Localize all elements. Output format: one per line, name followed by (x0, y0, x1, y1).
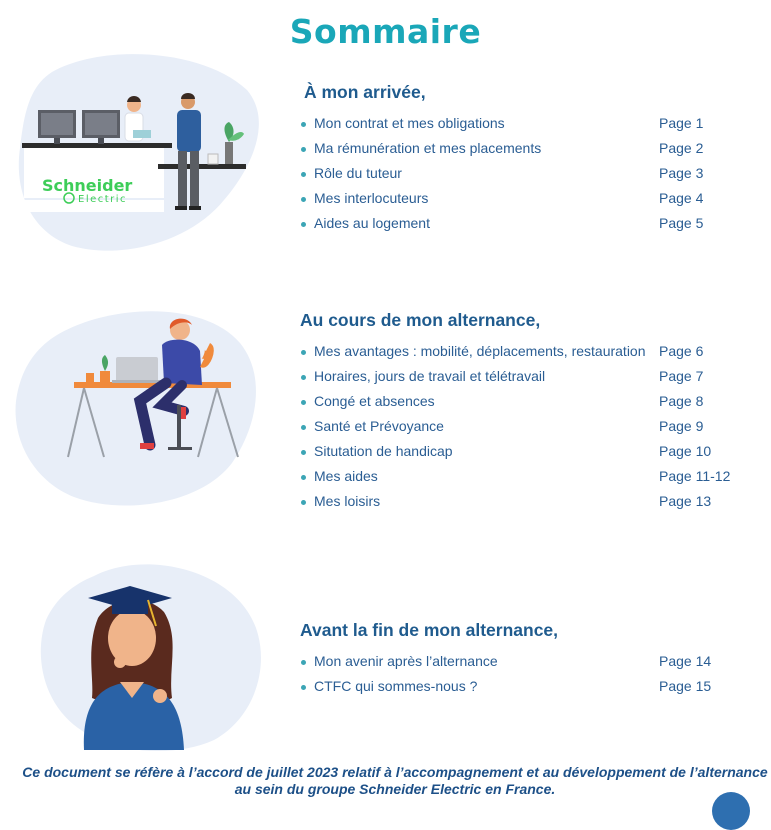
section-end (300, 619, 760, 699)
toc-item[interactable]: Santé et Prévoyance Page 9 (300, 414, 760, 439)
bullet-icon (301, 500, 306, 505)
section-arrival (300, 81, 760, 236)
toc-item[interactable]: Mes avantages : mobilité, déplacements, restauration Page 6 (300, 339, 760, 364)
footer-note: Ce document se réfère à l’accord de juillet 2023 relatif à l’accompagnement et au développement de l’alternance au sein du groupe Schneider Electric en France. (22, 764, 768, 797)
toc-item[interactable]: Mes aides Page 11-12 (300, 464, 760, 489)
section-heading: À mon arrivée, (304, 82, 426, 102)
bullet-icon (301, 450, 306, 455)
toc-item[interactable]: Mes loisirs Page 13 (300, 489, 760, 514)
section-heading: Avant la fin de mon alternance, (300, 620, 559, 640)
section-heading: Au cours de mon alternance, (300, 310, 541, 330)
toc-item[interactable]: Mon contrat et mes obligations Page 1 (300, 111, 760, 136)
workstation-illustration (12, 305, 257, 510)
toc-item[interactable]: CTFC qui sommes-nous ? Page 15 (300, 674, 760, 699)
bullet-icon (301, 425, 306, 430)
bullet-icon (301, 685, 306, 690)
graduate-illustration (34, 558, 264, 753)
toc-item[interactable]: Horaires, jours de travail et télétravail Page 7 (300, 364, 760, 389)
page-title: Sommaire (289, 12, 482, 51)
toc-item[interactable]: Mon avenir après l’alternance Page 14 (300, 649, 760, 674)
bullet-icon (301, 660, 306, 665)
bullet-icon (301, 172, 306, 177)
bullet-icon (301, 400, 306, 405)
bullet-icon (301, 122, 306, 127)
bullet-icon (301, 375, 306, 380)
section-during (300, 309, 760, 514)
toc-item[interactable]: Congé et absences Page 8 (300, 389, 760, 414)
toc-item[interactable]: Ma rémunération et mes placements Page 2 (300, 136, 760, 161)
bullet-icon (301, 475, 306, 480)
page-corner-badge (712, 792, 750, 830)
toc-item[interactable]: Mes interlocuteurs Page 4 (300, 186, 760, 211)
logo-line2: Electric (78, 194, 128, 205)
bullet-icon (301, 350, 306, 355)
reception-illustration (12, 50, 262, 255)
logo-line1: Schneider (42, 176, 133, 195)
toc-item[interactable]: Situtation de handicap Page 10 (300, 439, 760, 464)
bullet-icon (301, 197, 306, 202)
bullet-icon (301, 222, 306, 227)
bullet-icon (301, 147, 306, 152)
toc-item[interactable]: Rôle du tuteur Page 3 (300, 161, 760, 186)
toc-item[interactable]: Aides au logement Page 5 (300, 211, 760, 236)
